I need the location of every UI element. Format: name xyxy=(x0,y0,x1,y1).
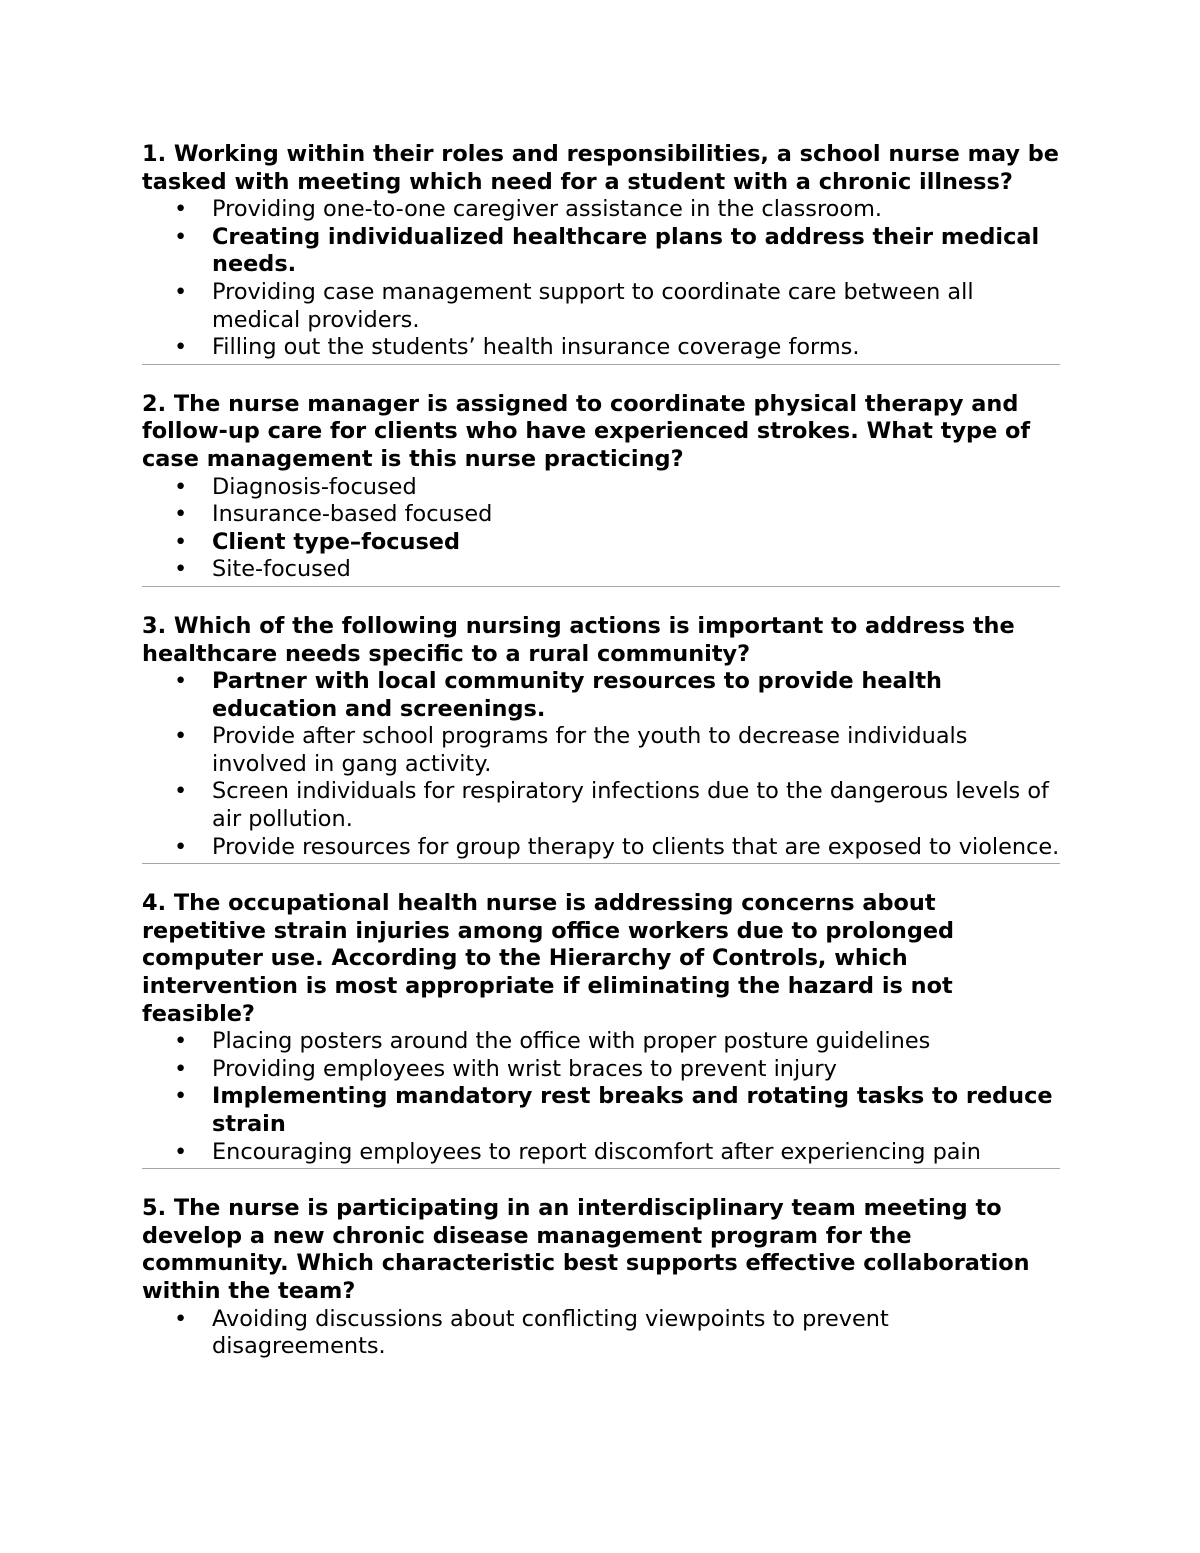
answer-option-text: Client type–focused xyxy=(212,528,460,555)
answer-option-text: Encouraging employees to report discomfort after experiencing pain xyxy=(212,1138,981,1165)
answer-option-text: Creating individualized healthcare plans to address their medical needs. xyxy=(212,223,1040,278)
answer-option-text: Providing case management support to coordinate care between all medical providers. xyxy=(212,278,974,333)
answer-option-text: Providing one-to-one caregiver assistance in the classroom. xyxy=(212,196,883,223)
question-block xyxy=(142,613,1060,861)
answer-option xyxy=(142,474,1060,502)
answer-option xyxy=(142,556,1060,584)
bullet-icon: • xyxy=(174,1028,188,1055)
question-block xyxy=(142,890,1060,1166)
question-text: 3. Which of the following nursing actions is important to address the healthcare needs specific to a rural community? xyxy=(142,612,1015,667)
document-page xyxy=(142,141,1060,1361)
answer-options xyxy=(142,1028,1060,1166)
bullet-icon: • xyxy=(174,501,188,528)
question-text: 4. The occupational health nurse is addressing concerns about repetitive strain injuries among office workers due to prolonged computer use. According to the Hierarchy of Controls, which intervention is most appropriate if eliminating the hazard is not feasible? xyxy=(142,890,955,1027)
question-block xyxy=(142,141,1060,362)
answer-options xyxy=(142,474,1060,584)
answer-option xyxy=(142,1139,1060,1167)
answer-option xyxy=(142,279,1060,334)
answer-option-text: Screen individuals for respiratory infections due to the dangerous levels of air pollution. xyxy=(212,778,1049,833)
answer-option-correct xyxy=(142,668,1060,723)
answer-option xyxy=(142,723,1060,778)
bullet-icon: • xyxy=(174,473,188,500)
answer-option xyxy=(142,334,1060,362)
bullet-icon: • xyxy=(174,723,188,750)
bullet-icon: • xyxy=(174,1055,188,1082)
answer-option-text: Provide after school programs for the youth to decrease individuals involved in gang activity. xyxy=(212,723,968,777)
bullet-icon: • xyxy=(174,778,188,805)
question-text: 1. Working within their roles and responsibilities, a school nurse may be tasked with meeting which need for a student with a chronic illness? xyxy=(142,141,1059,195)
question-block xyxy=(142,391,1060,584)
question-divider xyxy=(142,1168,1060,1169)
bullet-icon: • xyxy=(174,528,188,555)
bullet-icon: • xyxy=(174,1083,188,1110)
answer-option-correct xyxy=(142,1083,1060,1138)
question-divider xyxy=(142,586,1060,587)
answer-option-text: Placing posters around the office with proper posture guidelines xyxy=(212,1028,931,1055)
answer-option xyxy=(142,1056,1060,1084)
answer-options xyxy=(142,1306,1060,1361)
bullet-icon: • xyxy=(174,1305,188,1332)
answer-option-text: Providing employees with wrist braces to prevent injury xyxy=(212,1055,837,1082)
answer-option xyxy=(142,1306,1060,1361)
answer-option-text: Implementing mandatory rest breaks and rotating tasks to reduce strain xyxy=(212,1083,1053,1137)
bullet-icon: • xyxy=(174,668,188,695)
answer-option xyxy=(142,778,1060,833)
answer-option-text: Site-focused xyxy=(212,556,351,583)
answer-option xyxy=(142,834,1060,862)
answer-option-text: Insurance-based focused xyxy=(212,501,493,528)
answer-option-text: Filling out the students’ health insurance coverage forms. xyxy=(212,334,860,361)
bullet-icon: • xyxy=(174,223,188,250)
question-text: 2. The nurse manager is assigned to coordinate physical therapy and follow-up care for clients who have experienced strokes. What type of case management is this nurse practicing? xyxy=(142,390,1031,472)
answer-option-text: Partner with local community resources to provide health education and screenings. xyxy=(212,668,942,722)
answer-option-text: Diagnosis-focused xyxy=(212,473,417,500)
question-block xyxy=(142,1195,1060,1361)
bullet-icon: • xyxy=(174,833,188,860)
answer-option-text: Provide resources for group therapy to clients that are exposed to violence. xyxy=(212,833,1060,860)
answer-option-correct xyxy=(142,529,1060,557)
answer-options xyxy=(142,668,1060,861)
answer-options xyxy=(142,196,1060,362)
bullet-icon: • xyxy=(174,278,188,305)
bullet-icon: • xyxy=(174,1138,188,1165)
question-text: 5. The nurse is participating in an interdisciplinary team meeting to develop a new chronic disease management program for the community. Which characteristic best supports effective collaboration within the team? xyxy=(142,1195,1030,1304)
bullet-icon: • xyxy=(174,556,188,583)
answer-option xyxy=(142,1028,1060,1056)
question-divider xyxy=(142,863,1060,864)
answer-option xyxy=(142,196,1060,224)
answer-option xyxy=(142,501,1060,529)
question-divider xyxy=(142,364,1060,365)
answer-option-correct xyxy=(142,224,1060,279)
bullet-icon: • xyxy=(174,196,188,223)
bullet-icon: • xyxy=(174,334,188,361)
answer-option-text: Avoiding discussions about conflicting viewpoints to prevent disagreements. xyxy=(212,1305,889,1360)
